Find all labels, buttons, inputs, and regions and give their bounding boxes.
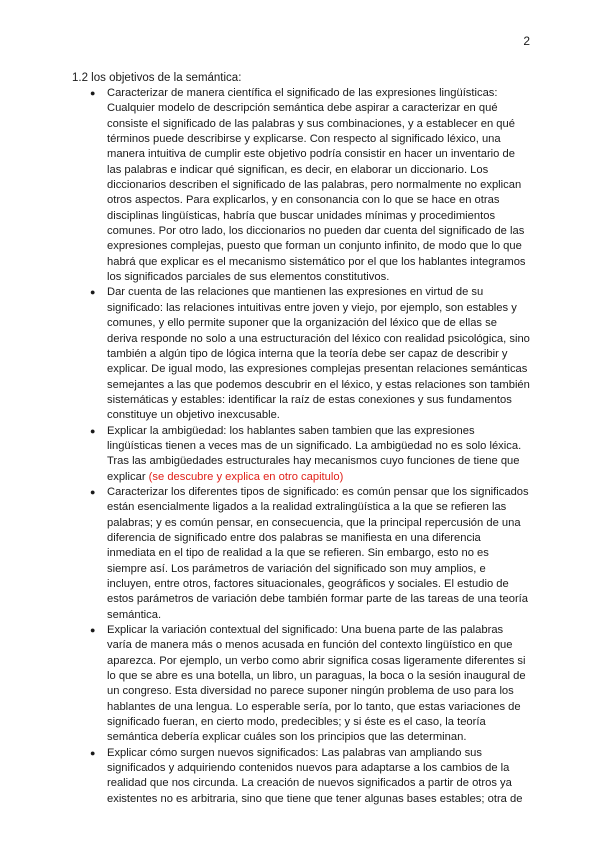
list-item-text: Explicar la ambigüedad: los hablantes saben tambien que las expresiones lingüísticas tienen a veces mas de un significado. La ambigüedad no es solo léxica. Tras las ambigüedades estructurales hay mecanismos cuyo funciones de tiene que explicar	[107, 424, 522, 483]
bullet-dot-icon: ●	[90, 747, 96, 758]
list-item-text: Explicar cómo surgen nuevos significados: Las palabras van ampliando sus significados y adquiriendo contenidos nuevos para adaptarse a los cambios de la realidad que nos circunda. La creación de nuevos significados a partir de otros ya existentes no es arbitraria, sino que tiene que tener algunas bases estables; otra de	[107, 746, 523, 805]
list-item	[90, 424, 530, 485]
list-item	[90, 485, 530, 623]
list-item	[90, 86, 530, 285]
bullet-dot-icon: ●	[90, 88, 96, 98]
page-number: 2	[523, 34, 530, 48]
list-item	[90, 623, 530, 746]
bullet-dot-icon: ●	[90, 625, 96, 636]
list-item-text: Dar cuenta de las relaciones que mantienen las expresiones en virtud de su significado: las relaciones intuitivas entre joven y viejo, por ejemplo, son estables y comunes, y ello permite suponer que la organización del léxico que de ellas se deriva responde no solo a una estructuración del léxico con realidad psicológica, sino también a algún tipo de lógica interna que la teoría debe ser capaz de describir y explicar. De igual modo, las expresiones complejas presentan relaciones semánticas semejantes a las que podemos descubrir en el léxico, y estas relaciones son también sistemáticas y estables: identificar la raíz de estas conexiones y sus fundamentos constituye un objetivo inexcusable.	[107, 286, 530, 422]
list-item	[90, 746, 530, 807]
list-item-text: Caracterizar de manera científica el significado de las expresiones lingüísticas: Cualquier modelo de descripción semántica debe aspirar a caracterizar en qué consiste el significado de las palabras y sus combinaciones, y a establecer en qué términos puede describirse y explicarse. Con respecto al significado léxico, una manera intuitiva de cumplir este objetivo podría consistir en hacer un inventario de las palabras e indicar qué significan, es decir, en elaborar un diccionario. Los diccionarios describen el significado de las palabras, pero normalmente no explican otros aspectos. Para explicarlos, y en consonancia con lo que se hace en otras disciplinas lingüísticas, habría que buscar unidades mínimas y procedimientos comunes. Por otro lado, los diccionarios no pueden dar cuenta del significado de las expresiones complejas, puesto que forman un conjunto infinito, de modo que lo que habrá que explicar es el mecanismo sistemático por el que los hablantes integramos los significados parciales de sus elementos constitutivos.	[107, 87, 526, 284]
section-heading: 1.2 los objetivos de la semántica:	[72, 72, 242, 84]
bullet-dot-icon: ●	[90, 287, 96, 298]
bullet-dot-icon: ●	[90, 425, 96, 436]
list-item-text: Caracterizar los diferentes tipos de significado: es común pensar que los significados están esencialmente ligados a la realidad extralingüística a la que se refieren las palabras; y es común pensar, en consecuencia, que la principal repercusión de una diferencia de significado entre dos palabras se manifiesta en una diferencia inmediata en el tipo de realidad a la que se refieren. Sin embargo, esto no es siempre así. Los parámetros de variación del significado son muy amplios, e incluyen, entre otros, factores situacionales, geográficos y sociales. El estudio de estos parámetros de variación debe también formar parte de las tareas de una teoría semántica.	[107, 485, 529, 621]
list-item-text: Explicar la variación contextual del significado: Una buena parte de las palabras varía de manera más o menos acusada en función del contexto lingüístico en que aparezca. Por ejemplo, un verbo como abrir significa cosas ligeramente diferentes si lo que se abre es una botella, un libro, un paraguas, la boca o la sesión inaugural de un congreso. Esta diversidad no parece suponer ningún problema de uso para los hablantes de una lengua. Lo esperable sería, por lo tanto, que estas variaciones de significado fueran, en cierto modo, predecibles; y si éste es el caso, la teoría semántica debería explicar cuáles son los principios que las determinan.	[107, 624, 526, 744]
list-item	[90, 285, 530, 423]
editor-note: (se descubre y explica en otro capitulo)	[148, 470, 344, 483]
objectives-list	[90, 86, 530, 807]
bullet-dot-icon: ●	[90, 486, 96, 497]
